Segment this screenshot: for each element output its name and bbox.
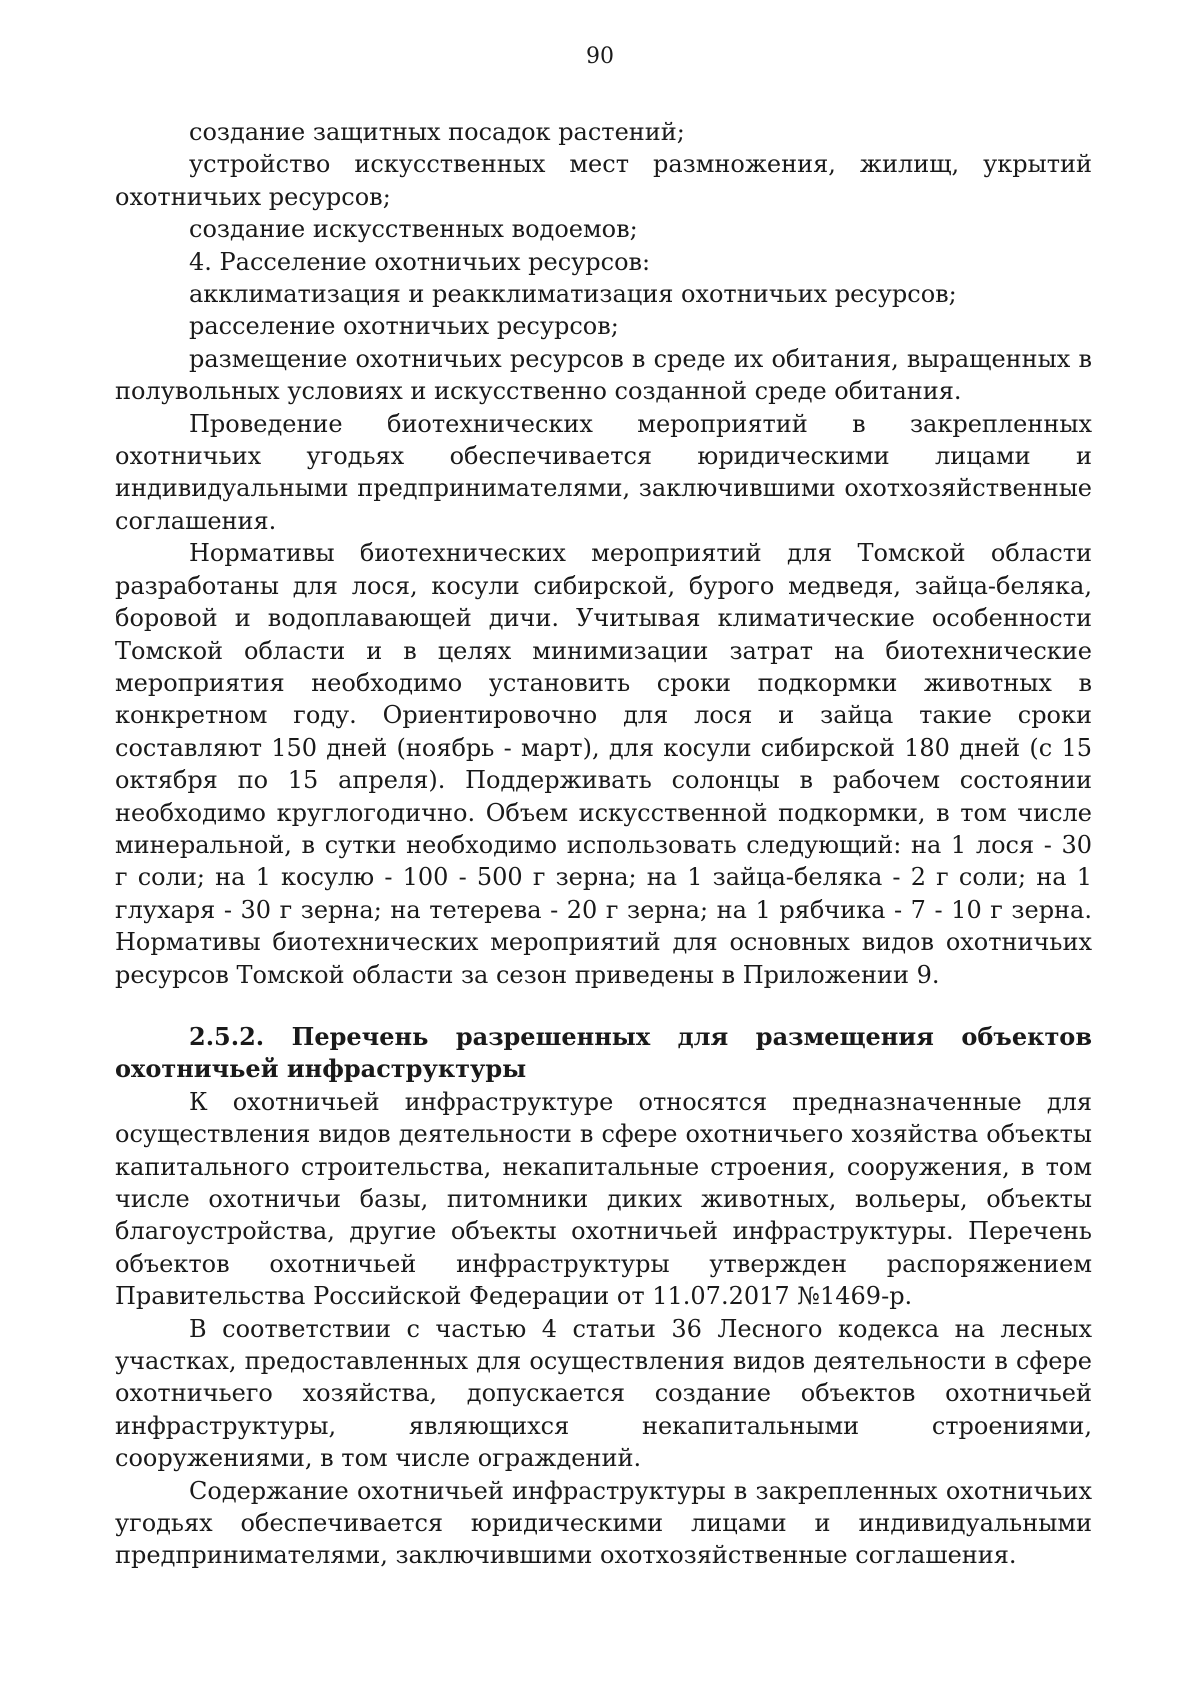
list-item-resettlement-heading: 4. Расселение охотничьих ресурсов:: [189, 247, 651, 276]
paragraph-infrastructure-definition: К охотничьей инфраструктуре относятся предназначенные для осуществления видов деятельности в сфере охотничьего хозяйства объекты капитального строительства, некапитальные строения, сооружения, в том числе охотничьи базы, питомники диких животных, вольеры, объекты благоустройства, другие объекты охотничьей инфраструктуры. Перечень объектов охотничьей инфраструктуры утвержден распоряжением Правительства Российской Федерации от 11.07.2017 №1469-р.: [115, 1087, 1092, 1311]
list-item-artificial-ponds: создание искусственных водоемов;: [189, 215, 638, 244]
list-item-placement: размещение охотничьих ресурсов в среде их обитания, выращенных в полувольных условиях и искусственно созданной среде обитания.: [115, 344, 1092, 406]
paragraph-biotech-provision: Проведение биотехнических мероприятий в закрепленных охотничьих угодьях обеспечивается юридическими лицами и индивидуальными предпринимателями, заключившими охотхозяйственные соглашения.: [115, 409, 1092, 535]
page-number: 90: [586, 44, 614, 69]
page-content: [115, 116, 1092, 1572]
list-item-protective-plantings: создание защитных посадок растений;: [189, 118, 685, 146]
paragraph-biotech-norms: Нормативы биотехнических мероприятий для Томской области разработаны для лося, косули сибирской, бурого медведя, зайца-беляка, боровой и водоплавающей дичи. Учитывая климатические особенности Томской области и в целях минимизации затрат на биотехнические мероприятия необходимо установить сроки подкормки животных в конкретном году. Ориентировочно для лося и зайца такие сроки составляют 150 дней (ноябрь - март), для косули сибирской 180 дней (с 15 октября по 15 апреля). Поддерживать солонцы в рабочем состоянии необходимо круглогодично. Объем искусственной подкормки, в том числе минеральной, в сутки необходимо использовать следующий: на 1 лося - 30 г соли; на 1 косулю - 100 - 500 г зерна; на 1 зайца-беляка - 2 г соли; на 1 глухаря - 30 г зерна; на тетерева - 20 г зерна; на 1 рябчика - 7 - 10 г зерна. Нормативы биотехнических мероприятий для основных видов охотничьих ресурсов Томской области за сезон приведены в Приложении 9.: [115, 539, 1092, 989]
section-heading: 2.5.2. Перечень разрешенных для размещения объектов охотничьей инфраструктуры: [115, 1021, 1092, 1084]
list-item-resettlement: расселение охотничьих ресурсов;: [189, 312, 619, 341]
paragraph-forest-code: В соответствии с частью 4 статьи 36 Лесного кодекса на лесных участках, предоставленных для осуществления видов деятельности в сфере охотничьего хозяйства, допускается создание объектов охотничьей инфраструктуры, являющихся некапитальными строениями, сооружениями, в том числе ограждений.: [115, 1314, 1092, 1473]
list-item-acclimatization: акклиматизация и реакклиматизация охотничьих ресурсов;: [189, 280, 957, 309]
list-item-breeding-sites: устройство искусственных мест размножения, жилищ, укрытий охотничьих ресурсов;: [115, 150, 1092, 211]
paragraph-infrastructure-maintenance: Содержание охотничьей инфраструктуры в закрепленных охотничьих угодьях обеспечивается юридическими лицами и индивидуальными предпринимателями, заключившими охотхозяйственные соглашения.: [115, 1476, 1092, 1570]
